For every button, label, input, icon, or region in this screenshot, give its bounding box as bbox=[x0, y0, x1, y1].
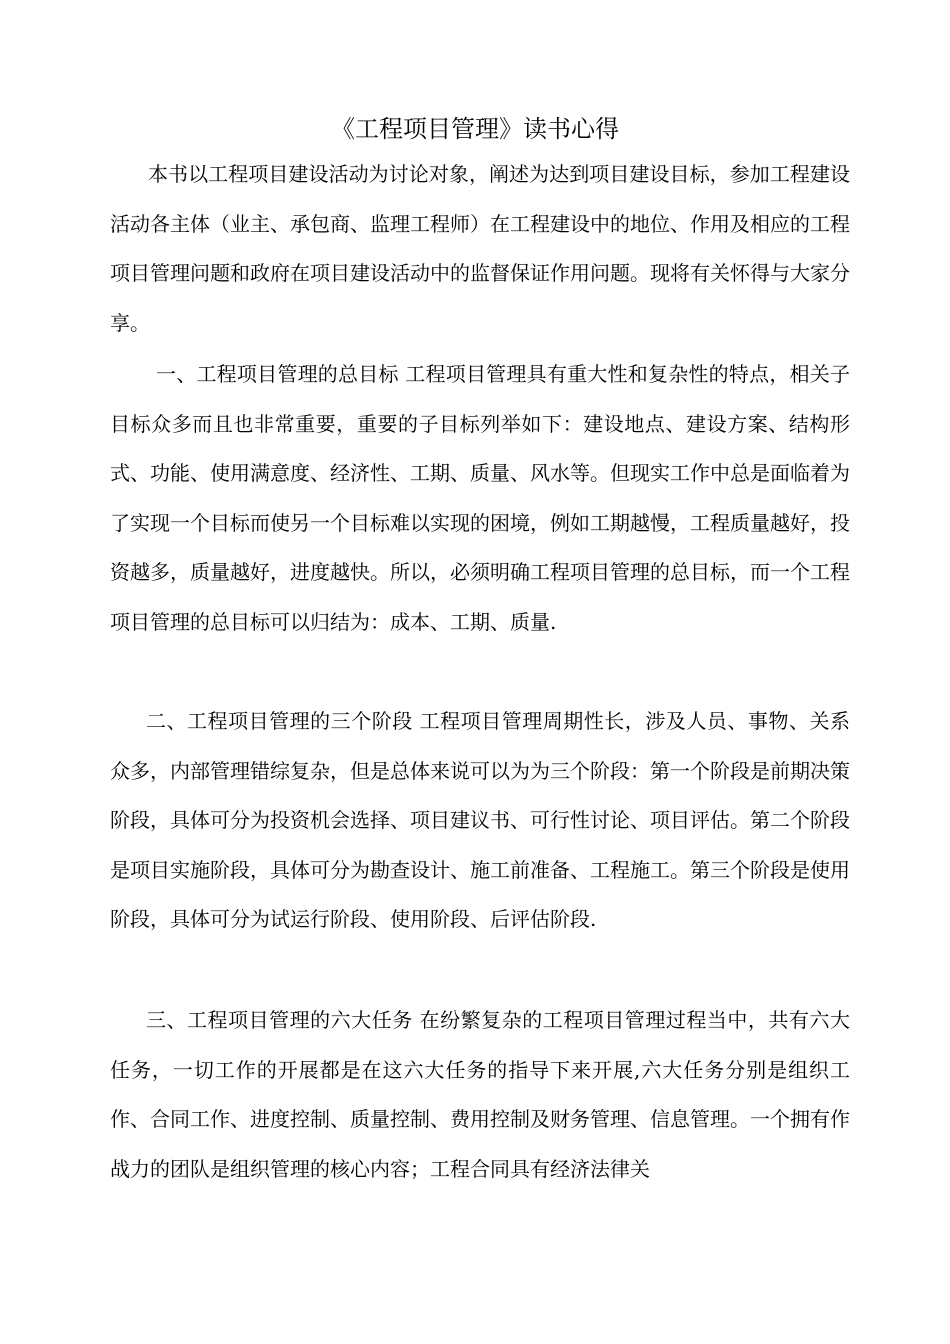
document-title: 《工程项目管理》读书心得 bbox=[331, 115, 619, 143]
paragraph-section-1-overall-goal: 一、工程项目管理的总目标 工程项目管理具有重大性和复杂性的特点，相关子目标众多而且也非常重要，重要的子目标列举如下：建设地点、建设方案、结构形式、功能、使用满意度、经济性、工期、质量、风水等。但现实工作中总是面临着为了实现一个目标而使另一个目标难以实现的困境，例如工期越慢，工程质量越好，投资越多，质量越好，进度越快。所以，必须明确工程项目管理的总目标，而一个工程项目管理的总目标可以归结为：成本、工期、质量. bbox=[110, 362, 850, 634]
paragraph-intro: 本书以工程项目建设活动为讨论对象，阐述为达到项目建设目标，参加工程建设活动各主体（业主、承包商、监理工程师）在工程建设中的地位、作用及相应的工程项目管理问题和政府在项目建设活动中的监督保证作用问题。现将有关怀得与大家分享。 bbox=[110, 162, 850, 335]
paragraph-section-2-three-stages: 二、工程项目管理的三个阶段 工程项目管理周期性长，涉及人员、事物、关系众多，内部管理错综复杂，但是总体来说可以为为三个阶段：第一个阶段是前期决策阶段，具体可分为投资机会选择、项目建议书、可行性讨论、项目评估。第二个阶段是项目实施阶段，具体可分为勘查设计、施工前准备、工程施工。第三个阶段是使用阶段，具体可分为试运行阶段、使用阶段、后评估阶段. bbox=[110, 709, 850, 931]
paragraph-section-3-six-tasks: 三、工程项目管理的六大任务 在纷繁复杂的工程项目管理过程当中，共有六大任务，一切工作的开展都是在这六大任务的指导下来开展,六大任务分别是组织工作、合同工作、进度控制、质量控制、费用控制及财务管理、信息管理。一个拥有作战力的团队是组织管理的核心内容；工程合同具有经济法律关 bbox=[110, 1008, 850, 1181]
